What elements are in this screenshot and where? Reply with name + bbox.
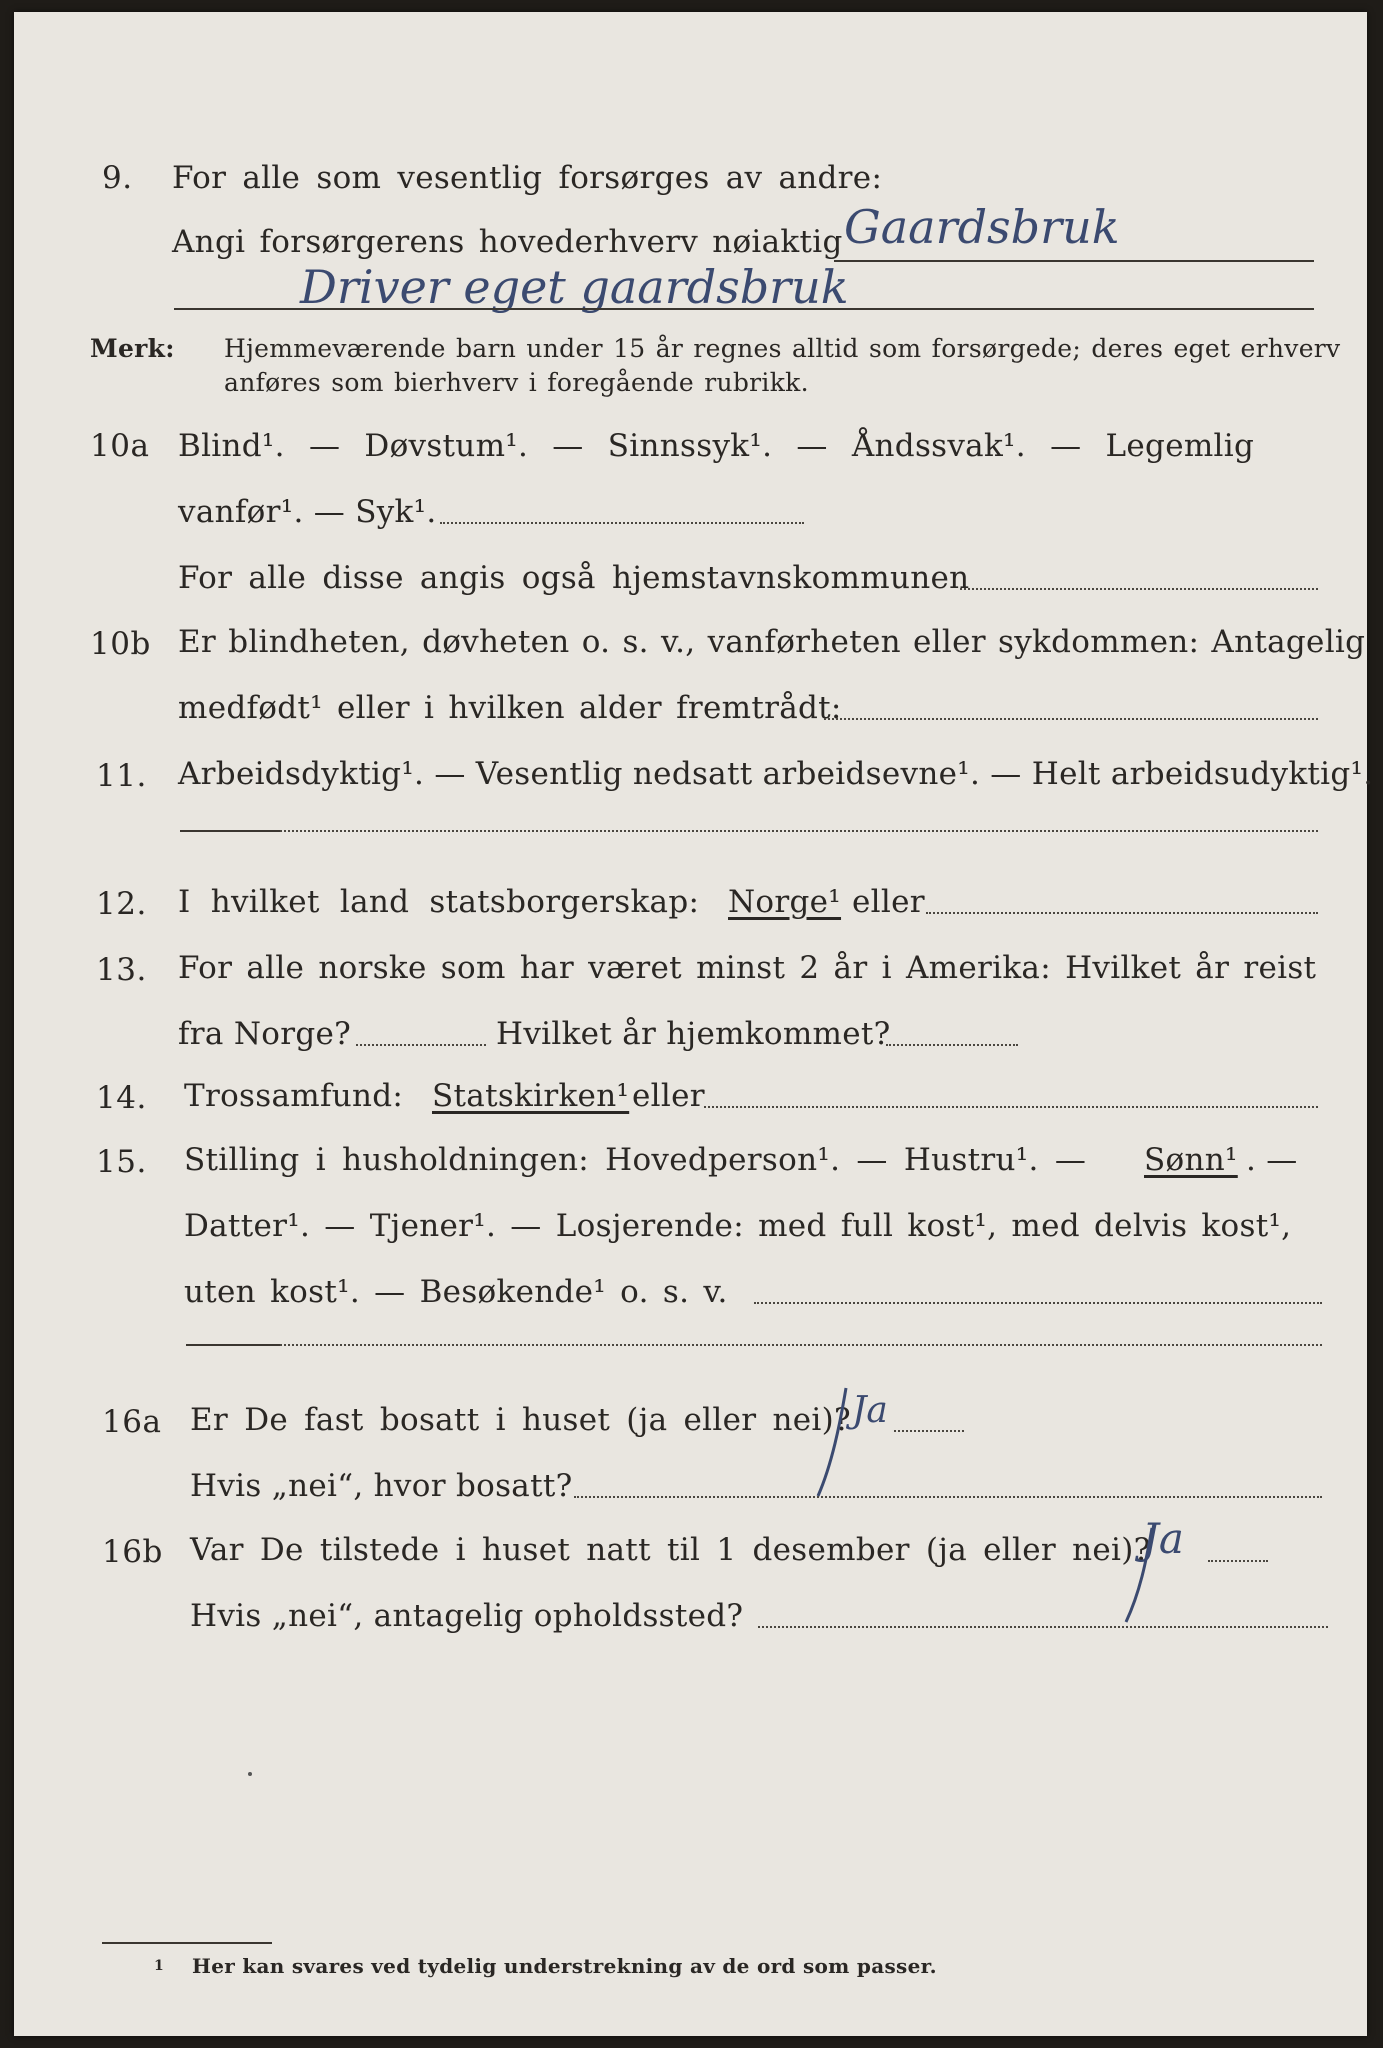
q10b-line2: medfødt¹ eller i hvilken alder fremtrådt: <box>178 690 842 726</box>
footnote-text: Her kan svares ved tydelig understrekning av de ord som passer. <box>192 1954 937 1978</box>
q16b-number: 16b <box>102 1534 163 1570</box>
q13-line2a: fra Norge? <box>178 1016 352 1052</box>
q9-answer-line2: Driver eget gaardsbruk <box>300 260 849 314</box>
q10a-line3: For alle disse angis også hjemstavnskommunen <box>178 560 970 596</box>
q15-sonn-option[interactable]: Sønn¹ <box>1144 1142 1238 1178</box>
merk-label: Merk: <box>90 334 175 363</box>
q12-suffix: eller <box>852 884 925 920</box>
q10b-line1: Er blindheten, døvheten o. s. v., vanførheten eller sykdommen: Antagelig <box>178 624 1366 660</box>
q9-answer-rule-1 <box>834 260 1314 262</box>
q16a-line2: Hvis „nei“, hvor bosatt? <box>190 1468 573 1504</box>
q13-line2b: Hvilket år hjemkommet? <box>496 1016 891 1052</box>
q12-prefix: I hvilket land statsborgerskap: <box>178 884 700 920</box>
q10b-alder-field[interactable] <box>824 718 1318 720</box>
q16a-number: 16a <box>102 1404 162 1440</box>
q12-number: 12. <box>96 886 147 922</box>
q14-statskirken-option[interactable]: Statskirken¹ <box>432 1078 630 1114</box>
q15-answer-underline <box>186 1344 280 1346</box>
q15-line3: uten kost¹. — Besøkende¹ o. s. v. <box>184 1274 728 1310</box>
q14-prefix: Trossamfund: <box>184 1078 404 1114</box>
q16a-bosatt-field[interactable] <box>574 1496 1322 1498</box>
q15-number: 15. <box>96 1144 147 1180</box>
q9-line2: Angi forsørgerens hovederhverv nøiaktig <box>172 224 843 260</box>
census-form-page <box>14 12 1374 2036</box>
merk-line1: Hjemmeværende barn under 15 år regnes alltid som forsørgede; deres eget erhverv <box>224 334 1341 363</box>
q13-hjemkommet-field[interactable] <box>886 1044 1018 1046</box>
q9-number: 9. <box>102 160 133 196</box>
footnote-mark: 1 <box>154 1958 165 1974</box>
q16b-line2: Hvis „nei“, antagelig opholdssted? <box>190 1598 744 1634</box>
q11-answer-field[interactable] <box>280 830 1318 832</box>
q11-number: 11. <box>96 758 147 794</box>
q10a-line1: Blind¹. — Døvstum¹. — Sinnssyk¹. — Åndssvak¹. — Legemlig <box>178 428 1255 464</box>
q11-line1: Arbeidsdyktig¹. — Vesentlig nedsatt arbeidsevne¹. — Helt arbeidsudyktig¹. <box>178 756 1374 792</box>
q14-suffix: eller <box>632 1078 705 1114</box>
q16b-opholdssted-field[interactable] <box>758 1626 1328 1628</box>
q16a-pen-stroke <box>804 1384 884 1504</box>
q15-answer-field[interactable] <box>280 1344 1322 1346</box>
q16a-line1: Er De fast bosatt i huset (ja eller nei)? <box>190 1402 851 1438</box>
q16a-answer: Ja <box>852 1390 888 1431</box>
q16b-answer-field[interactable] <box>1208 1560 1268 1562</box>
q10b-number: 10b <box>90 626 151 662</box>
q14-other-faith-field[interactable] <box>704 1106 1318 1108</box>
q9-answer-line1: Gaardsbruk <box>844 200 1120 254</box>
q15-other-field[interactable] <box>754 1302 1322 1304</box>
q12-other-country-field[interactable] <box>926 912 1318 914</box>
merk-line2: anføres som bierhverv i foregående rubrikk. <box>224 368 809 397</box>
paper-speck <box>248 1772 252 1776</box>
q9-answer-rule-2 <box>174 308 1314 310</box>
q16a-answer-field[interactable] <box>894 1430 964 1432</box>
q9-line1: For alle som vesentlig forsørges av andre: <box>172 160 883 196</box>
q13-line1: For alle norske som har været minst 2 år i Amerika: Hvilket år reist <box>178 950 1317 986</box>
q13-reist-field[interactable] <box>356 1044 486 1046</box>
q15-line1b: . — <box>1246 1142 1298 1178</box>
q13-number: 13. <box>96 952 147 988</box>
q16b-answer: Ja <box>1142 1514 1184 1563</box>
q15-line2: Datter¹. — Tjener¹. — Losjerende: med full kost¹, med delvis kost¹, <box>184 1208 1292 1244</box>
footnote-rule <box>102 1942 272 1944</box>
q10a-number: 10a <box>90 428 150 464</box>
q10a-syk-field[interactable] <box>440 522 804 524</box>
q10a-line2: vanfør¹. — Syk¹. <box>178 494 437 530</box>
q15-line1a: Stilling i husholdningen: Hovedperson¹. — Hustru¹. — <box>184 1142 1087 1178</box>
q16b-pen-stroke <box>1112 1522 1192 1632</box>
q12-norge-option[interactable]: Norge¹ <box>728 884 842 920</box>
q14-number: 14. <box>96 1080 147 1116</box>
q10a-hjemstavn-field[interactable] <box>960 588 1318 590</box>
q11-answer-underline <box>180 830 280 832</box>
q16b-line1: Var De tilstede i huset natt til 1 desember (ja eller nei)? <box>190 1532 1151 1568</box>
